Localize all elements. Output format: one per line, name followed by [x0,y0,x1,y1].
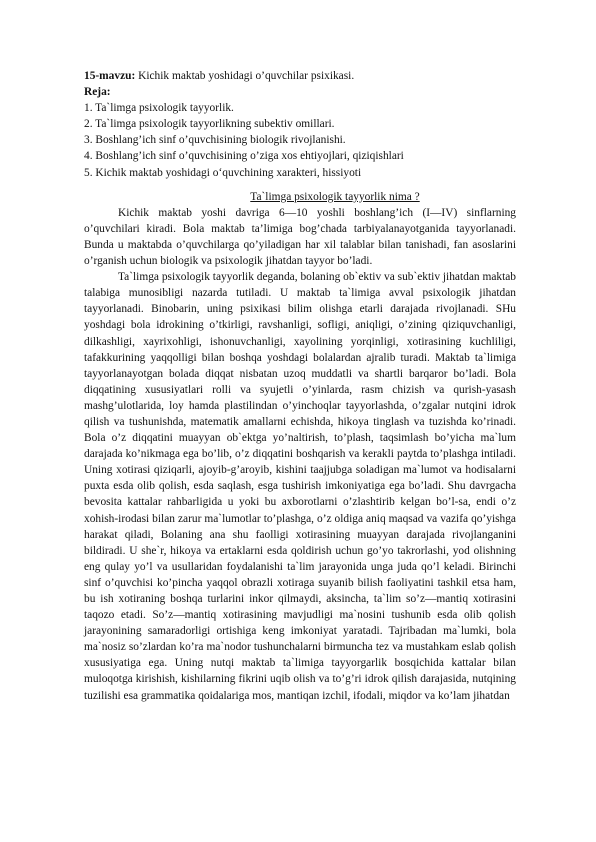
plan-item: 3. Boshlang’ich sinf o’quvchisining biologik rivojlanishi. [84,134,346,147]
section-heading: Ta`limga psixologik tayyorlik nima ? [250,190,420,203]
plan-item: 2. Ta`limga psixologik tayyorlikning subektiv omillari. [84,118,335,131]
plan-item: 1. Ta`limga psixologik tayyorlik. [84,102,234,115]
topic-line [84,68,516,84]
body-paragraph: Ta`limga psixologik tayyorlik deganda, bolaning ob`ektiv va sub`ektiv jihatdan maktab talabiga munosibligi nazarda tutiladi. U maktab ta`limiga avval psixologik jihatdan tayyorlanadi. Binobarin, uning psixikasi bilim olishga etarli darajada rivojlanadi. SHu yoshdagi bola idrokining o’tkirligi, ravshanligi, sofligi, aniqligi, o’zining qiziquvchanligi, dilkashligi, xayrixohligi, ishonuvchanligi, xayolining yorqinligi, xotirasining kuchliligi, tafakkurining yaqqolligi bilan boshqa yoshdagi bolalardan ajralib turadi. Maktab ta`limiga tayyorlanayotgan bolada diqqat nisbatan uzoq muddatli va shartli barqaror bo’ladi. Bola diqqatining xususiyatlari rolli va syujetli o’yinlarda, rasm chizish va qurish-yasash mashg’ulotlarida, loy hamda plastilindan o’yinchoqlar tayyorlashda, o’zgalar nutqini idrok qilish va tushunishda, matematik amallarni echishda, hikoya tinglash va tuzishda ko’rinadi. Bola o’z diqqatini muayyan ob`ektga yo’naltirish, to’plash, taqsimlash bo’yicha ma`lum darajada ko’nikmaga ega bo’lib, o’z diqqatini boshqarish va kerakli paytda to’plashga intiladi. Uning xotirasi qiziqarli, ajoyib-g’aroyib, kishini taajjubga soladigan ma`lumot va hodisalarni puxta esda olib qolish, esda saqlash, esga tushirish imkoniyatiga ega bo’ladi. Shu davrgacha bevosita kattalar rahbarligida u yoki bu axborotlarni o’zlashtirib kelgan bo’l-sa, endi o’z xohish-irodasi bilan zarur ma`lumotlar to’plashga, o’z oldiga aniq maqsad va vazifa qo’yishga harakat qiladi, Bolaning ana shu faolligi xotirasining muayyan darajada rivojlanganini bildiradi. U she`r, hikoya va ertaklarni esda qoldirish uchun go’yo takrorlashi, yod olishning eng qulay yo’l va usullaridan foydalanishi ta`lim jarayonida unga juda qo’l keladi. Birinchi sinf o’quvchisi ko’pincha yaqqol obrazli xotiraga suyanib bilish faoliyatini tashkil etsa ham, bu ish xotiraning boshqa turlarini inkor qilmaydi, aksincha, ta`lim so’z—mantiq xotirasini taqozo etadi. So’z—mantiq xotirasining mavjudligi ma`nosini tushunib esda olib qolish jarayonining samaradorligi ortishiga keng imkoniyat yaratadi. Tajribadan ma`lumki, bola ma`nosiz so’zlardan ko’ra ma`nodor tushunchalarni birmuncha tez va mustahkam eslab qolish xususiyatiga ega. Uning nutqi maktab ta`limiga tayyorgarlik bosqichida kattalar bilan muloqotga kirishish, kishilarning fikrini uqib olish va to’g’ri idrok qilish darajasida, nutqining tuzilishi esa grammatika qoidalariga mos, mantiqan izchil, ifodali, miqdor va ko’lam jihatdan [84,271,516,702]
plan-list [84,100,516,180]
topic-title: Kichik maktab yoshidagi o’quvchilar psixikasi. [138,70,355,82]
plan-item: 4. Boshlang’ich sinf o’quvchisining o’ziga xos ehtiyojlari, qiziqishlari [84,150,404,163]
body-paragraph: Kichik maktab yoshi davriga 6—10 yoshli boshlang’ich (I—IV) sinflarning o’quvchilari kiradi. Bola maktab ta’limiga bog’chada tarbiyalanayotganida tayyorlanadi. Bunda u maktabda o’quvchilarga qo’yiladigan har xil talablar bilan tanishadi, fan asoslarini o’rganish uchun biologik va psixologik jihatdan tayyor bo’ladi. [84,206,516,268]
document-page [84,68,516,704]
topic-label: 15-mavzu: [84,70,136,82]
plan-item: 5. Kichik maktab yoshidagi o‘quvchining xarakteri, hissiyoti [84,166,362,179]
plan-label: Reja: [84,86,111,99]
